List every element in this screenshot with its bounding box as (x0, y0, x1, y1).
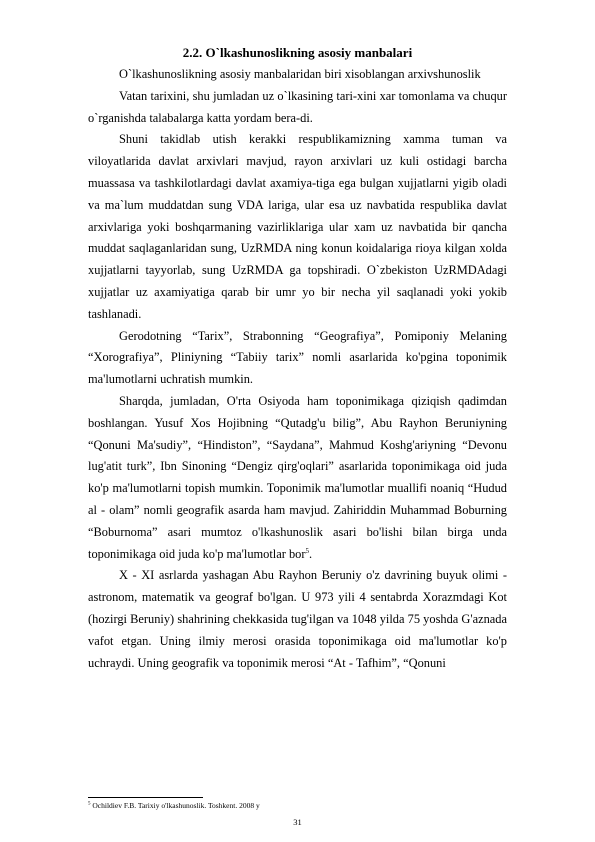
page-number: 31 (293, 817, 302, 827)
paragraph-6: X - XI asrlarda yashagan Abu Rayhon Beruniy o'z davrining buyuk olimi - astronom, matematik va geograf bo'lgan. U 973 yili 4 sentabrda Xorazmdagi Kot (hozirgi Beruniy) shahrining chekkasida tug'ilgan va 1048 yilda 75 yoshda G'aznada vafot etgan. Uning ilmiy merosi orasida toponimikaga oid ma'lumotlar ko'p uchraydi. Uning geografik va toponimik merosi “At - Tafhim”, “Qonuni (88, 568, 507, 670)
footnote-divider (88, 797, 203, 798)
body-text (88, 64, 507, 674)
footnote-ref-5[interactable]: 5 (305, 546, 309, 555)
footnote-number: 5 (88, 801, 91, 807)
paragraph-4: Gerodotning “Tarix”, Strabonning “Geografiya”, Pomiponiy Melaning “Xorografiya”, Pliniyning “Tabiiy tarix” nomli asarlarida ko'pgina toponimik ma'lumotlarni uchratish mumkin. (88, 328, 507, 387)
paragraph-1: O`lkashunoslikning asosiy manbalaridan biri xisoblangan arxivshunoslik (119, 67, 481, 81)
footnote-text: Ochildiev F.B. Tarixiy o'lkashunoslik. Toshkent. 2008 y (92, 801, 260, 810)
paragraph-5-tail: . (308, 546, 313, 561)
paragraph-5-text: Sharqda, jumladan, O'rta Osiyoda ham toponimikaga qiziqish qadimdan boshlangan. Yusuf Xos Hojibning “Qutadg'u bilig”, Abu Rayhon Beruniyning “Qonuni Ma'sudiy”, “Hindiston”, “Saydana”, Mahmud Koshg'ariyning “Devonu lug'atit turk”, Ibn Sinoning “Dengiz qirg'oqlari” asarlarida toponimikaga oid juda ko'p ma'lumotlarni topish mumkin. Toponimik ma'lumotlar muallifi noaniq “Hudud al - olam” nomli geografik asarda ham mavjud. Zahiriddin Muhammad Boburning “Boburnoma” asari mumtoz o'lkashunoslik asari bo'lishi bilan birga unda toponimikaga oid juda ko'p ma'lumotlar bor (88, 393, 507, 561)
paragraph-5 (88, 391, 507, 565)
section-heading: 2.2. O`lkashunoslikning asosiy manbalari (182, 45, 413, 60)
paragraph-2: Vatan tarixini, shu jumladan uz o`lkasining tari-xini xar tomonlama va chuqur o`rganishda talabalarga katta yordam bera-di. (88, 88, 507, 125)
paragraph-3: Shuni takidlab utish kerakki respublikamizning xamma tuman va viloyatlarida davlat arxivlari mavjud, rayon arxivlari uz kuli ostidagi barcha muassasa va tashkilotlardagi davlat axamiya-tiga ega bulgan xujjatlarni yigib oladi va ma`lum muddatdan sung VDA lariga, ular esa uz navbatida respublika davlat arxivlariga yoki boshqarmaning vazirliklariga ular xam uz navbatida bir qancha muddat saqlaganlaridan sung, UzRMDA ning konun koidalariga rioya kilgan xolda xujjatlarni tayyorlab, sung UzRMDA ga topshiradi. O`zbekiston UzRMDAdagi xujjatlar uz axamiyatiga qarab bir umr yo bir necha yil saqlanadi yoki yokib tashlanadi. (88, 132, 507, 321)
footnote (88, 801, 507, 811)
